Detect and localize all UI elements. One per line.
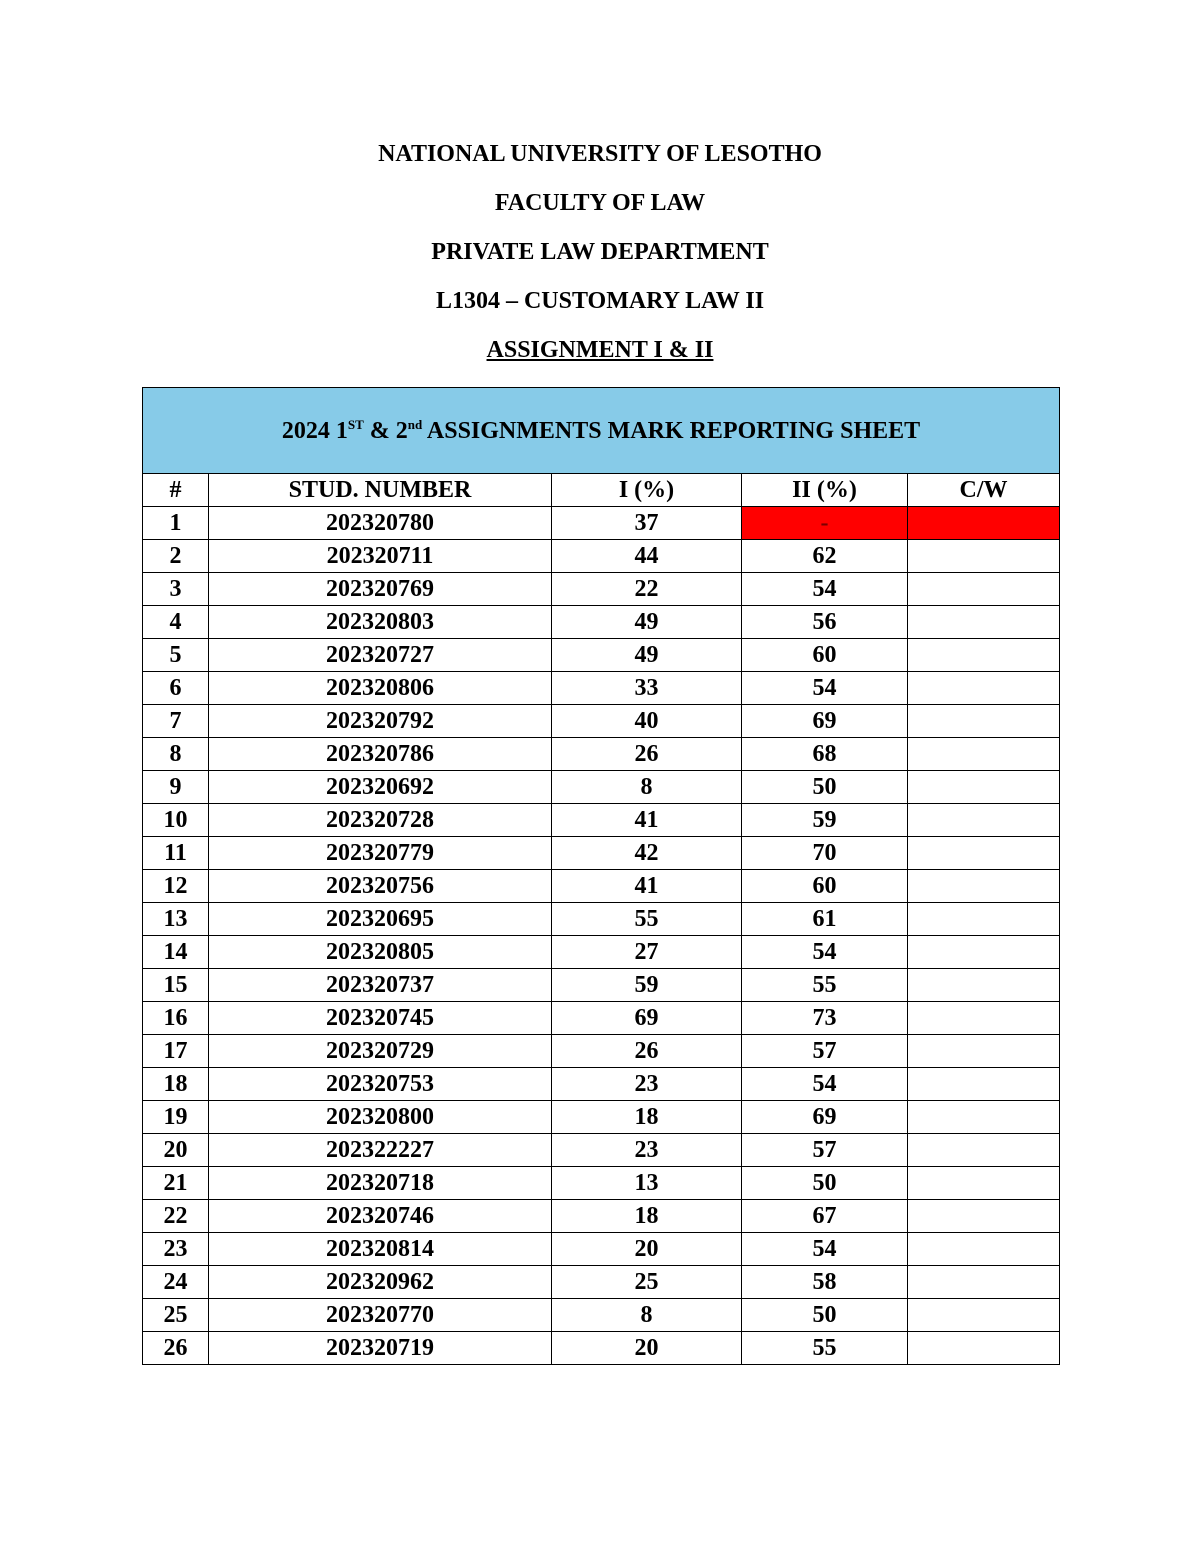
- student-number-cell: 202320770: [209, 1299, 552, 1332]
- row-number-cell: 19: [143, 1101, 209, 1134]
- assignment-2-cell: 61: [742, 903, 908, 936]
- table-row: [143, 936, 1060, 969]
- table-row: [143, 672, 1060, 705]
- assignment-1-cell: 23: [552, 1134, 742, 1167]
- coursework-cell: [908, 936, 1060, 969]
- row-number-cell: 6: [143, 672, 209, 705]
- coursework-cell: [908, 903, 1060, 936]
- table-title-suffix: ASSIGNMENTS MARK REPORTING SHEET: [422, 417, 921, 444]
- assignment-2-cell: 57: [742, 1035, 908, 1068]
- assignment-title: ASSIGNMENT I & II: [486, 337, 714, 363]
- assignment-2-cell: 55: [742, 1332, 908, 1365]
- row-number-cell: 7: [143, 705, 209, 738]
- row-number-cell: 21: [143, 1167, 209, 1200]
- student-number-cell: 202322227: [209, 1134, 552, 1167]
- table-row: [143, 1299, 1060, 1332]
- assignment-2-cell: 54: [742, 1233, 908, 1266]
- row-number-cell: 13: [143, 903, 209, 936]
- coursework-cell: [908, 1233, 1060, 1266]
- row-number-cell: 8: [143, 738, 209, 771]
- table-row: [143, 837, 1060, 870]
- table-title-sup-st: ST: [347, 416, 364, 432]
- assignment-1-cell: 37: [552, 507, 742, 540]
- assignment-1-cell: 44: [552, 540, 742, 573]
- coursework-cell: [908, 639, 1060, 672]
- assignment-1-cell: 18: [552, 1101, 742, 1134]
- student-number-cell: 202320806: [209, 672, 552, 705]
- coursework-cell: [908, 705, 1060, 738]
- assignment-2-cell: 58: [742, 1266, 908, 1299]
- coursework-cell: [908, 738, 1060, 771]
- row-number-cell: 24: [143, 1266, 209, 1299]
- student-number-cell: 202320780: [209, 507, 552, 540]
- column-header-assignment-2: II (%): [742, 474, 908, 507]
- student-number-cell: 202320814: [209, 1233, 552, 1266]
- coursework-cell: [908, 1332, 1060, 1365]
- table-row: [143, 1233, 1060, 1266]
- coursework-cell: [908, 1167, 1060, 1200]
- table-title-middle: & 2: [363, 417, 408, 444]
- assignment-2-cell: 55: [742, 969, 908, 1002]
- student-number-cell: 202320728: [209, 804, 552, 837]
- coursework-cell: [908, 573, 1060, 606]
- student-number-cell: 202320769: [209, 573, 552, 606]
- student-number-cell: 202320745: [209, 1002, 552, 1035]
- table-row: [143, 1068, 1060, 1101]
- column-header-number: #: [143, 474, 209, 507]
- assignment-2-cell: 54: [742, 573, 908, 606]
- assignment-1-cell: 26: [552, 738, 742, 771]
- assignment-2-cell: 56: [742, 606, 908, 639]
- coursework-cell: [908, 1266, 1060, 1299]
- coursework-cell: [908, 507, 1060, 540]
- student-number-cell: 202320779: [209, 837, 552, 870]
- assignment-1-cell: 55: [552, 903, 742, 936]
- assignment-1-cell: 49: [552, 606, 742, 639]
- row-number-cell: 20: [143, 1134, 209, 1167]
- assignment-2-cell: 70: [742, 837, 908, 870]
- coursework-cell: [908, 969, 1060, 1002]
- student-number-cell: 202320746: [209, 1200, 552, 1233]
- student-number-cell: 202320786: [209, 738, 552, 771]
- assignment-2-cell: 54: [742, 936, 908, 969]
- mark-reporting-table: [142, 387, 1060, 1365]
- column-header-row: [143, 474, 1060, 507]
- table-row: [143, 639, 1060, 672]
- assignment-2-cell: 54: [742, 672, 908, 705]
- row-number-cell: 16: [143, 1002, 209, 1035]
- assignment-2-cell: 57: [742, 1134, 908, 1167]
- assignment-2-cell: 69: [742, 1101, 908, 1134]
- table-row: [143, 771, 1060, 804]
- table-title-prefix: 2024 1: [281, 417, 348, 444]
- student-number-cell: 202320756: [209, 870, 552, 903]
- assignment-1-cell: 8: [552, 1299, 742, 1332]
- coursework-cell: [908, 1101, 1060, 1134]
- table-row: [143, 606, 1060, 639]
- assignment-1-cell: 59: [552, 969, 742, 1002]
- table-row: [143, 573, 1060, 606]
- row-number-cell: 18: [143, 1068, 209, 1101]
- assignment-1-cell: 22: [552, 573, 742, 606]
- assignment-2-cell: 50: [742, 771, 908, 804]
- table-body: [143, 507, 1060, 1365]
- coursework-cell: [908, 1068, 1060, 1101]
- assignment-1-cell: 41: [552, 870, 742, 903]
- coursework-cell: [908, 606, 1060, 639]
- row-number-cell: 3: [143, 573, 209, 606]
- row-number-cell: 5: [143, 639, 209, 672]
- coursework-cell: [908, 870, 1060, 903]
- row-number-cell: 4: [143, 606, 209, 639]
- row-number-cell: 15: [143, 969, 209, 1002]
- student-number-cell: 202320719: [209, 1332, 552, 1365]
- assignment-1-cell: 25: [552, 1266, 742, 1299]
- assignment-1-cell: 69: [552, 1002, 742, 1035]
- row-number-cell: 11: [143, 837, 209, 870]
- coursework-cell: [908, 1299, 1060, 1332]
- assignment-1-cell: 41: [552, 804, 742, 837]
- student-number-cell: 202320792: [209, 705, 552, 738]
- assignment-1-cell: 20: [552, 1233, 742, 1266]
- row-number-cell: 22: [143, 1200, 209, 1233]
- student-number-cell: 202320729: [209, 1035, 552, 1068]
- assignment-1-cell: 42: [552, 837, 742, 870]
- row-number-cell: 2: [143, 540, 209, 573]
- coursework-cell: [908, 1035, 1060, 1068]
- student-number-cell: 202320803: [209, 606, 552, 639]
- row-number-cell: 26: [143, 1332, 209, 1365]
- table-row: [143, 540, 1060, 573]
- assignment-1-cell: 18: [552, 1200, 742, 1233]
- assignment-1-cell: 8: [552, 771, 742, 804]
- coursework-cell: [908, 1002, 1060, 1035]
- assignment-1-cell: 20: [552, 1332, 742, 1365]
- table-row: [143, 1035, 1060, 1068]
- table-row: [143, 705, 1060, 738]
- table-row: [143, 1134, 1060, 1167]
- document-heading: [0, 140, 1200, 385]
- faculty-name: FACULTY OF LAW: [494, 190, 706, 216]
- student-number-cell: 202320737: [209, 969, 552, 1002]
- table-row: [143, 1167, 1060, 1200]
- assignment-2-cell: 68: [742, 738, 908, 771]
- assignment-2-cell: 59: [742, 804, 908, 837]
- coursework-cell: [908, 1134, 1060, 1167]
- student-number-cell: 202320695: [209, 903, 552, 936]
- row-number-cell: 23: [143, 1233, 209, 1266]
- student-number-cell: 202320727: [209, 639, 552, 672]
- assignment-2-cell: 73: [742, 1002, 908, 1035]
- row-number-cell: 14: [143, 936, 209, 969]
- course-title: L1304 – CUSTOMARY LAW II: [435, 288, 765, 314]
- column-header-assignment-1: I (%): [552, 474, 742, 507]
- table-row: [143, 1266, 1060, 1299]
- row-number-cell: 10: [143, 804, 209, 837]
- coursework-cell: [908, 771, 1060, 804]
- assignment-2-cell: 60: [742, 870, 908, 903]
- column-header-student-number: STUD. NUMBER: [209, 474, 552, 507]
- table-row: [143, 1101, 1060, 1134]
- assignment-1-cell: 26: [552, 1035, 742, 1068]
- coursework-cell: [908, 540, 1060, 573]
- assignment-1-cell: 27: [552, 936, 742, 969]
- table-row: [143, 903, 1060, 936]
- university-name: NATIONAL UNIVERSITY OF LESOTHO: [378, 141, 822, 167]
- assignment-1-cell: 23: [552, 1068, 742, 1101]
- assignment-2-cell: -: [742, 507, 908, 540]
- department-name: PRIVATE LAW DEPARTMENT: [431, 239, 769, 265]
- assignment-2-cell: 69: [742, 705, 908, 738]
- table-row: [143, 1332, 1060, 1365]
- student-number-cell: 202320711: [209, 540, 552, 573]
- table-row: [143, 969, 1060, 1002]
- coursework-cell: [908, 672, 1060, 705]
- assignment-2-cell: 67: [742, 1200, 908, 1233]
- assignment-1-cell: 33: [552, 672, 742, 705]
- coursework-cell: [908, 804, 1060, 837]
- table-row: [143, 870, 1060, 903]
- column-header-coursework: C/W: [908, 474, 1060, 507]
- table-row: [143, 1200, 1060, 1233]
- row-number-cell: 25: [143, 1299, 209, 1332]
- student-number-cell: 202320718: [209, 1167, 552, 1200]
- assignment-1-cell: 40: [552, 705, 742, 738]
- table-title-row: [143, 388, 1060, 474]
- coursework-cell: [908, 837, 1060, 870]
- table-row: [143, 804, 1060, 837]
- assignment-1-cell: 13: [552, 1167, 742, 1200]
- student-number-cell: 202320800: [209, 1101, 552, 1134]
- table-row: [143, 738, 1060, 771]
- student-number-cell: 202320962: [209, 1266, 552, 1299]
- table-row: [143, 507, 1060, 540]
- assignment-1-cell: 49: [552, 639, 742, 672]
- table-row: [143, 1002, 1060, 1035]
- table-title: [143, 388, 1060, 474]
- assignment-2-cell: 50: [742, 1167, 908, 1200]
- row-number-cell: 1: [143, 507, 209, 540]
- assignment-2-cell: 60: [742, 639, 908, 672]
- row-number-cell: 12: [143, 870, 209, 903]
- table-title-sup-nd: nd: [407, 416, 423, 432]
- assignment-2-cell: 50: [742, 1299, 908, 1332]
- assignment-2-cell: 54: [742, 1068, 908, 1101]
- assignment-2-cell: 62: [742, 540, 908, 573]
- row-number-cell: 17: [143, 1035, 209, 1068]
- coursework-cell: [908, 1200, 1060, 1233]
- student-number-cell: 202320753: [209, 1068, 552, 1101]
- student-number-cell: 202320805: [209, 936, 552, 969]
- student-number-cell: 202320692: [209, 771, 552, 804]
- row-number-cell: 9: [143, 771, 209, 804]
